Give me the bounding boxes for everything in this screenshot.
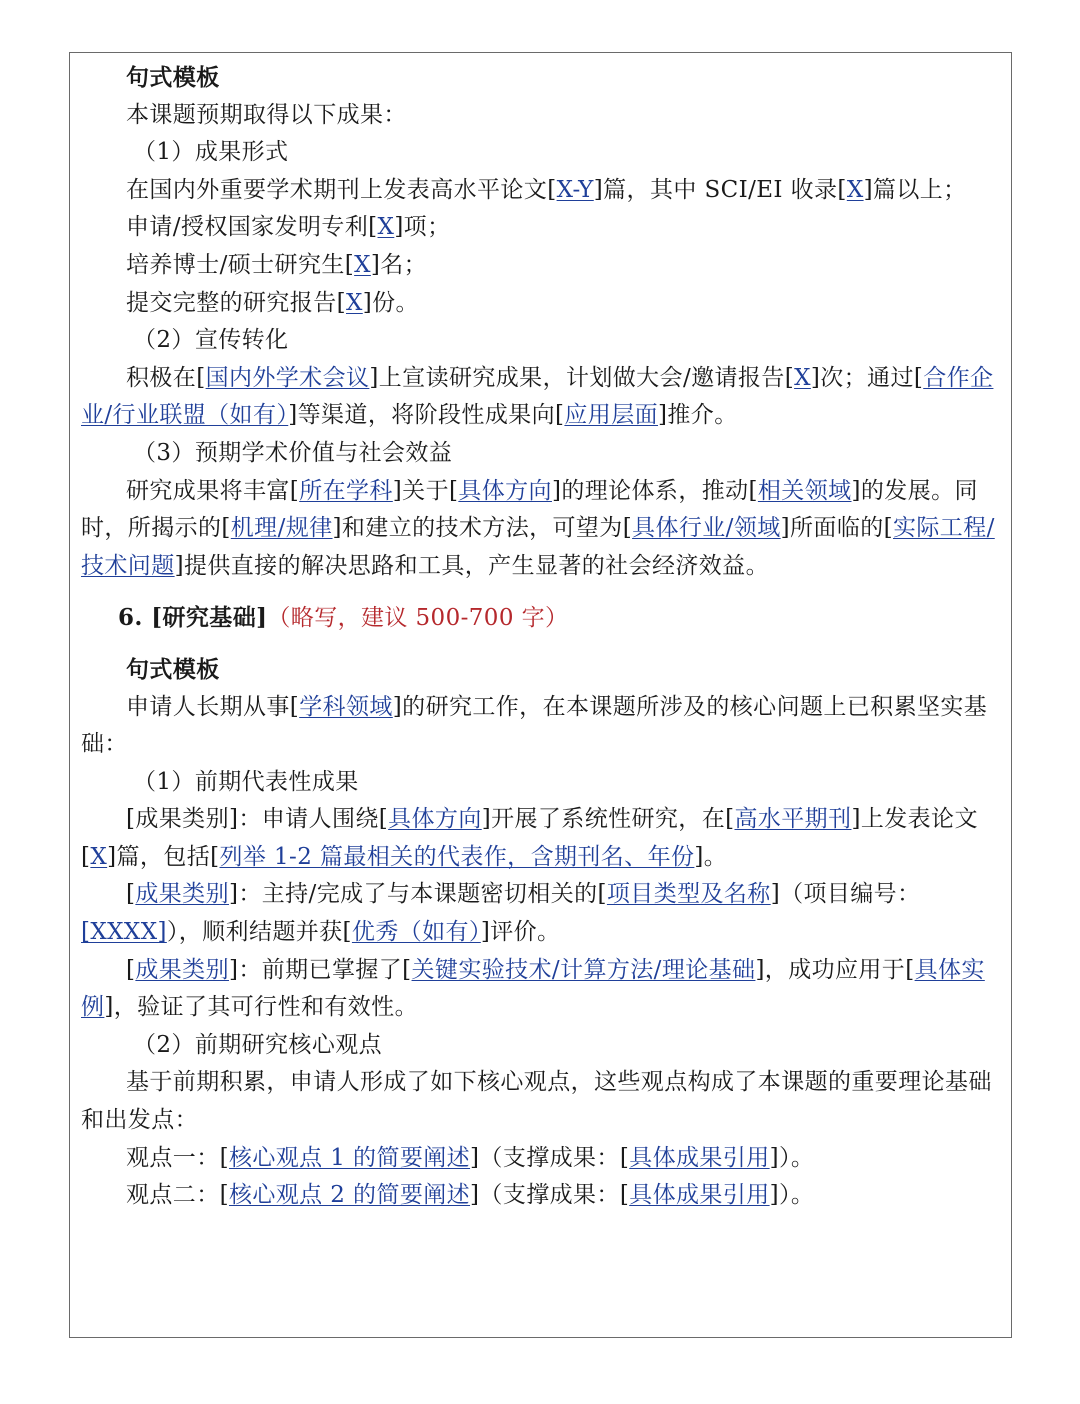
placeholder: 项目类型及名称: [606, 881, 771, 908]
placeholder: 国内外学术会议: [205, 364, 370, 391]
placeholder: 合作企业/行业联盟（如有）: [81, 364, 994, 429]
result-methods: [成果类别]：前期已掌握了[关键实验技术/计算方法/理论基础]，成功应用于[具体实例]，验证了其可行性和有效性。: [81, 956, 985, 1021]
placeholder: 具体方向: [458, 477, 552, 504]
document-content: [70, 53, 1011, 1215]
papers-line: 在国内外重要学术期刊上发表高水平论文[X-Y]篇，其中 SCI/EI 收录[X]篇以上；: [126, 176, 967, 203]
subheading-core-views: （2）前期研究核心观点: [133, 1031, 383, 1058]
placeholder: 列举 1-2 篇最相关的代表作，含期刊名、年份: [219, 843, 695, 870]
placeholder: X: [794, 364, 811, 391]
placeholder: 相关领域: [757, 477, 852, 504]
placeholder: 实际工程/技术问题: [81, 515, 995, 579]
placeholder: 优秀（如有）: [351, 919, 481, 946]
value-paragraph: 研究成果将丰富[所在学科]关于[具体方向]的理论体系，推动[相关领域]的发展。同时，所揭示的[机理/规律]和建立的技术方法，可望为[具体行业/领域]所面临的[实际工程/技术问题]提供直接的解决思路和工具，产生显著的社会经济效益。: [81, 477, 995, 579]
placeholder: 高水平期刊: [734, 806, 852, 833]
placeholder: 成果类别: [135, 956, 229, 983]
placeholder: X: [846, 176, 864, 203]
placeholder: X: [345, 289, 363, 316]
placeholder: [XXXX]: [81, 919, 167, 946]
length-hint: （略写，建议 500-700 字）: [267, 605, 569, 632]
template-heading: 句式模板: [126, 64, 220, 91]
result-projects: [成果类别]：主持/完成了与本课题密切相关的[项目类型及名称]（项目编号：[XXXX]），顺利结题并获[优秀（如有）]评价。: [81, 881, 921, 946]
patent-line: 申请/授权国家发明专利[X]项；: [126, 214, 451, 241]
document-frame: [69, 52, 1012, 1338]
subheading-value: （3）预期学术价值与社会效益: [133, 439, 453, 466]
placeholder: X-Y: [556, 176, 594, 203]
placeholder: 具体成果引用: [629, 1182, 770, 1209]
students-line: 培养博士/硕士研究生[X]名；: [126, 251, 428, 278]
placeholder: X: [377, 214, 395, 241]
promotion-paragraph: 积极在[国内外学术会议]上宣读研究成果，计划做大会/邀请报告[X]次；通过[合作企业/行业联盟（如有）]等渠道，将阶段性成果向[应用层面]推介。: [81, 364, 994, 429]
subheading-outcome-form: （1）成果形式: [133, 139, 289, 166]
foundation-intro: 申请人长期从事[学科领域]的研究工作，在本课题所涉及的核心问题上已积累坚实基础：: [81, 693, 988, 758]
placeholder: 机理/规律: [230, 515, 333, 542]
placeholder: X: [354, 251, 371, 278]
subheading-prior-results: （1）前期代表性成果: [133, 768, 359, 795]
placeholder: 关键实验技术/计算方法/理论基础: [411, 956, 756, 983]
result-papers: [成果类别]：申请人围绕[具体方向]开展了系统性研究，在[高水平期刊]上发表论文[X]篇，包括[列举 1-2 篇最相关的代表作，含期刊名、年份]。: [81, 806, 978, 870]
subheading-promotion: （2）宣传转化: [133, 327, 289, 354]
placeholder: 具体成果引用: [629, 1144, 770, 1171]
section-6-title: 6. [研究基础]（略写，建议 500-700 字）: [118, 604, 569, 632]
placeholder: X: [90, 843, 108, 870]
placeholder: 具体行业/领域: [632, 515, 781, 542]
views-intro: 基于前期积累，申请人形成了如下核心观点，这些观点构成了本课题的重要理论基础和出发点：: [81, 1069, 992, 1134]
placeholder: 所在学科: [299, 477, 393, 504]
view-two: 观点二：[核心观点 2 的简要阐述]（支撑成果：[具体成果引用]）。: [126, 1182, 815, 1209]
placeholder: 核心观点 2 的简要阐述: [228, 1182, 471, 1209]
template-heading: 句式模板: [126, 655, 220, 683]
view-one: 观点一：[核心观点 1 的简要阐述]（支撑成果：[具体成果引用]）。: [126, 1144, 815, 1171]
placeholder: 成果类别: [135, 881, 229, 908]
placeholder: 学科领域: [299, 693, 393, 720]
outcomes-intro: 本课题预期取得以下成果：: [126, 101, 407, 128]
placeholder: 具体方向: [388, 806, 482, 833]
placeholder: 应用层面: [564, 402, 659, 429]
placeholder: 核心观点 1 的简要阐述: [228, 1144, 471, 1171]
placeholder: 具体实例: [81, 956, 985, 1021]
report-line: 提交完整的研究报告[X]份。: [126, 289, 419, 316]
